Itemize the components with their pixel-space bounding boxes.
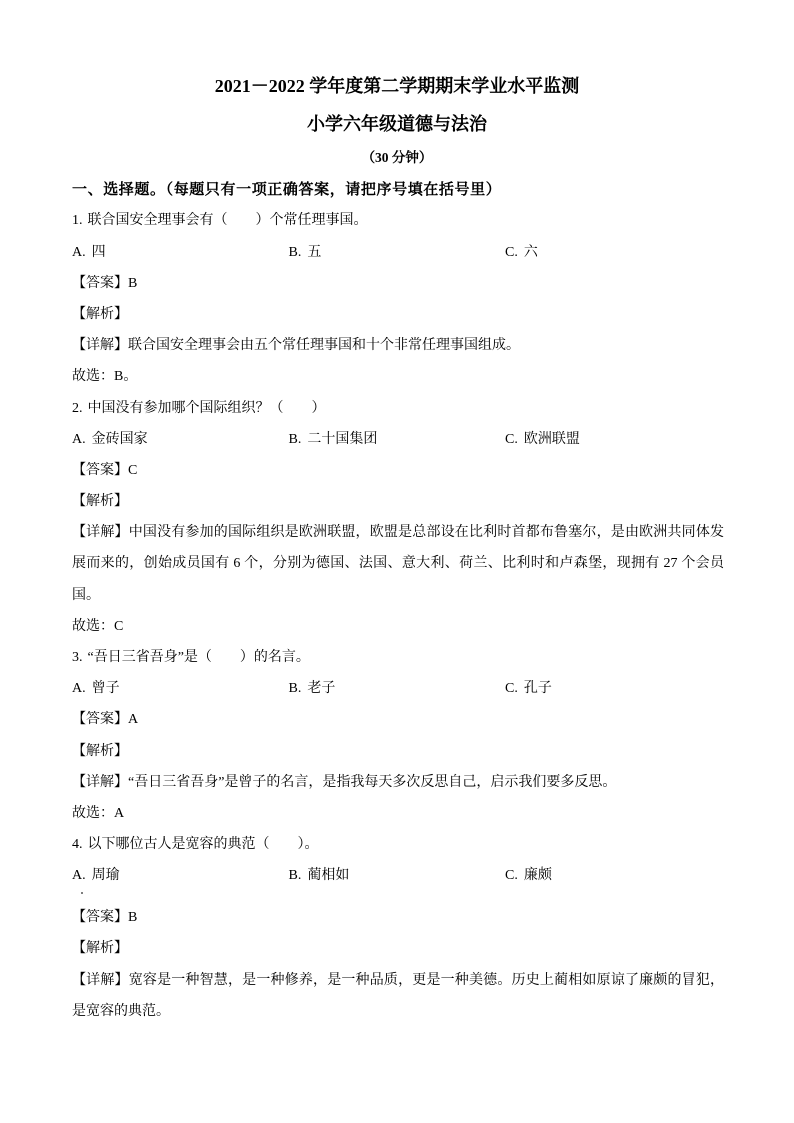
exam-title: 2021－2022 学年度第二学期期末学业水平监测 [214,76,580,96]
conclusion-value: A [114,806,125,822]
answer-label: 【答案】 [72,910,128,926]
answer-label: 【答案】 [72,462,128,478]
option-text: 四 [91,244,106,260]
option-text: 周瑜 [91,868,120,884]
answer-line [72,704,724,735]
conclusion-value: C [114,618,124,634]
option-label: B. [288,681,302,697]
detail-paragraph [72,767,724,798]
conclusion-line [72,361,724,392]
question-list [72,205,724,1027]
section-heading: 一、选择题。（每题只有一项正确答案，请把序号填在括号里） [72,182,502,198]
option-text: 五 [307,244,322,260]
detail-text: 宽容是一种智慧，是一种修养，是一种品质，更是一种美德。历史上蔺相如原谅了廉颇的冒犯，是宽容的典范。 [72,972,725,1019]
analysis-line [72,933,724,964]
question-number: 2. [72,400,83,416]
detail-paragraph [72,330,724,361]
exam-subtitle: 小学六年级道德与法治 [307,114,487,134]
detail-paragraph [72,965,724,1027]
answer-line [72,268,724,299]
question-number: 3. [72,650,83,666]
option-c [505,237,722,268]
analysis-label: 【解析】 [72,494,128,510]
option-text: 曾子 [91,681,120,697]
detail-label: 【详解】 [72,525,129,541]
option-text: 二十国集团 [307,431,378,447]
option-a [72,424,289,455]
options-row [72,673,724,704]
option-b [289,237,506,268]
question-stem [72,829,724,860]
question-stem [72,205,724,236]
option-label: B. [288,431,302,447]
option-a [72,860,289,891]
question-2 [72,393,724,643]
detail-label: 【详解】 [72,972,129,988]
question-3 [72,642,724,829]
option-text: 金砖国家 [91,431,148,447]
option-label: A. [72,431,86,447]
option-text: 廉颇 [523,868,552,884]
conclusion-label: 故选： [72,806,114,822]
options-row [72,237,724,268]
blank-spacer [72,892,724,903]
option-label: A. [72,681,86,697]
answer-value: B [128,275,138,291]
conclusion-value: B。 [114,369,138,385]
option-label: C. [505,868,518,884]
answer-line [72,455,724,486]
option-b [289,673,506,704]
option-a [72,237,289,268]
answer-label: 【答案】 [72,275,128,291]
option-label: A. [72,244,86,260]
conclusion-line [72,798,724,829]
question-text: 以下哪位古人是宽容的典范（ ）。 [87,837,319,853]
detail-paragraph [72,517,724,611]
option-c [505,673,722,704]
option-text: 欧洲联盟 [523,431,580,447]
option-label: B. [288,244,302,260]
option-label: A. [72,868,86,884]
analysis-line [72,486,724,517]
question-1 [72,205,724,392]
option-label: C. [505,681,518,697]
option-label: B. [288,868,302,884]
answer-value: C [128,462,138,478]
question-stem [72,642,724,673]
question-text: 联合国安全理事会有（ ）个常任理事国。 [87,213,368,229]
analysis-label: 【解析】 [72,941,128,957]
question-number: 4. [72,837,83,853]
answer-value: A [128,712,139,728]
option-c [505,860,722,891]
analysis-line [72,736,724,767]
option-text: 蔺相如 [307,868,350,884]
question-number: 1. [72,213,83,229]
option-text: 老子 [307,681,336,697]
detail-text: “吾日三省吾身”是曾子的名言，是指我每天多次反思自己，启示我们要多反思。 [128,774,617,790]
answer-line [72,902,724,933]
option-label: C. [505,244,518,260]
detail-label: 【详解】 [72,774,128,790]
analysis-label: 【解析】 [72,743,128,759]
analysis-line [72,299,724,330]
detail-label: 【详解】 [72,338,128,354]
options-row [72,860,724,891]
conclusion-label: 故选： [72,369,114,385]
option-c [505,424,722,455]
detail-text: 中国没有参加的国际组织是欧洲联盟，欧盟是总部设在比利时首都布鲁塞尔，是由欧洲共同体发展而来的，创始成员国有 6 个，分别为德国、法国、意大利、荷兰、比利时和卢森堡，现拥有 27 个会员国。 [72,525,725,603]
options-row [72,424,724,455]
option-text: 孔子 [523,681,552,697]
option-b [289,424,506,455]
conclusion-line [72,611,724,642]
stray-dot-mark [81,892,83,894]
option-b [289,860,506,891]
option-a [72,673,289,704]
detail-text: 联合国安全理事会由五个常任理事国和十个非常任理事国组成。 [128,338,520,354]
question-text: 中国没有参加哪个国际组织？（ ） [87,400,326,416]
question-4 [72,829,724,1027]
analysis-label: 【解析】 [72,306,128,322]
question-text: “吾日三省吾身”是（ ）的名言。 [87,650,310,666]
question-stem [72,393,724,424]
exam-duration: （30 分钟） [361,150,433,165]
answer-label: 【答案】 [72,712,128,728]
option-text: 六 [523,244,538,260]
option-label: C. [505,431,518,447]
answer-value: B [128,910,138,926]
conclusion-label: 故选： [72,618,114,634]
